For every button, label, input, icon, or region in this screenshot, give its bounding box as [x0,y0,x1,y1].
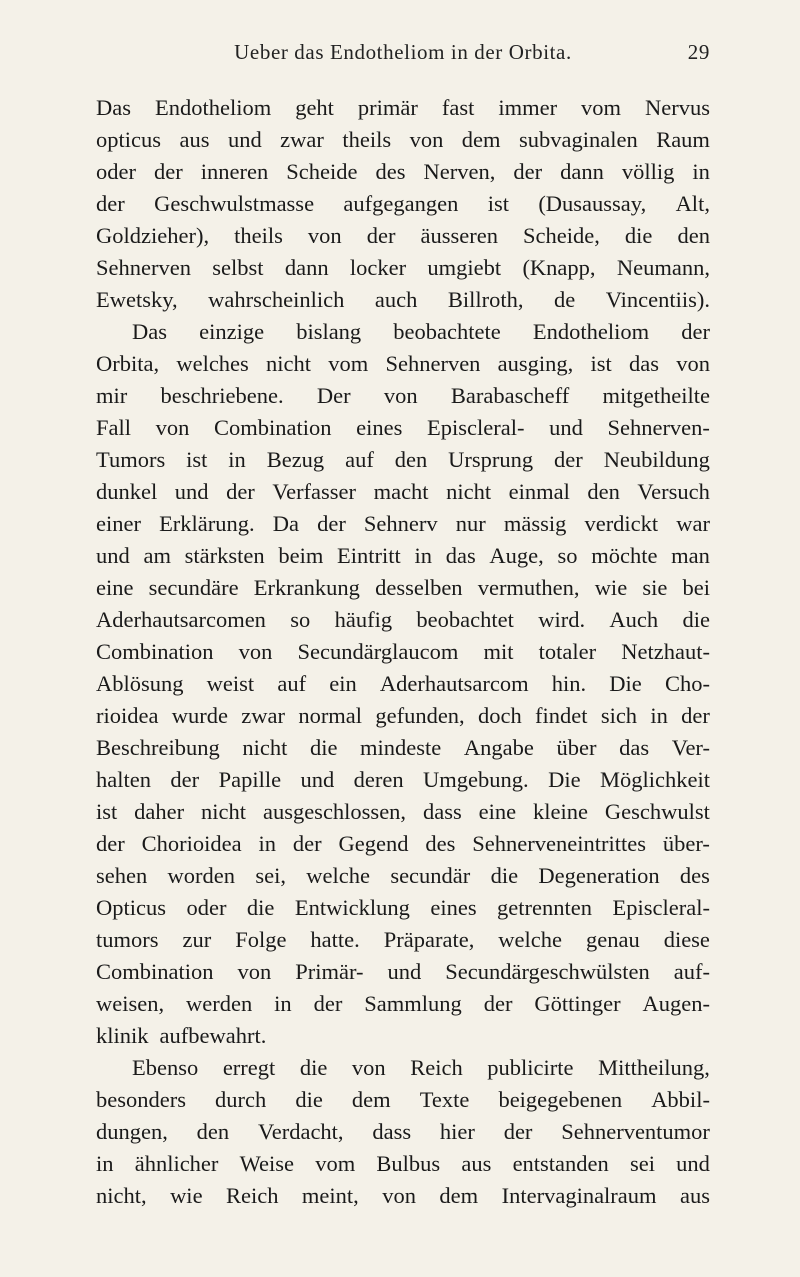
text-line: Aderhautsarcomen so häufig beobachtet wird. Auch die [96,607,710,632]
text-line: rioidea wurde zwar normal gefunden, doch findet sich in der [96,703,710,728]
text-line: weisen, werden in der Sammlung der Göttinger Augen- [96,991,710,1016]
text-line: halten der Papille und deren Umgebung. Die Möglichkeit [96,767,710,792]
text-line: der Chorioidea in der Gegend des Sehnerveneintrittes über- [96,831,710,856]
page-number: 29 [687,40,710,64]
text-line: Orbita, welches nicht vom Sehnerven ausging, ist das von [96,351,710,376]
text-line: Combination von Secundärglaucom mit totaler Netzhaut- [96,639,710,664]
text-line: mir beschriebene. Der von Barabascheff mitgetheilte [96,383,710,408]
text-line: nicht, wie Reich meint, von dem Intervaginalraum aus [96,1183,710,1208]
text-line: Opticus oder die Entwicklung eines getrennten Episcleral- [96,895,710,920]
text-line: eine secundäre Erkrankung desselben vermuthen, wie sie bei [96,575,710,600]
text-line: tumors zur Folge hatte. Präparate, welche genau diese [96,927,710,952]
text-line: ist daher nicht ausgeschlossen, dass eine kleine Geschwulst [96,799,710,824]
text-line: Sehnerven selbst dann locker umgiebt (Knapp, Neumann, [96,255,710,280]
text-line: einer Erklärung. Da der Sehnerv nur mässig verdickt war [96,511,710,536]
text-line: Combination von Primär- und Secundärgeschwülsten auf- [96,959,710,984]
text-line: Ebenso erregt die von Reich publicirte Mittheilung, [132,1055,710,1080]
text-line: oder der inneren Scheide des Nerven, der dann völlig in [96,159,710,184]
text-line: dunkel und der Verfasser macht nicht einmal den Versuch [96,479,710,504]
text-line: und am stärksten beim Eintritt in das Auge, so möchte man [96,543,710,568]
text-line: Das einzige bislang beobachtete Endotheliom der [132,319,710,344]
text-line: Beschreibung nicht die mindeste Angabe über das Ver- [96,735,710,760]
text-line: besonders durch die dem Texte beigegebenen Abbil- [96,1087,710,1112]
text-line: klinik aufbewahrt. [96,1023,267,1048]
text-line: Goldzieher), theils von der äusseren Scheide, die den [96,223,710,248]
running-title: Ueber das Endotheliom in der Orbita. [234,40,572,64]
text-line: Fall von Combination eines Episcleral- und Sehnerven- [96,415,710,440]
text-line: Das Endotheliom geht primär fast immer vom Nervus [96,95,710,120]
text-line: dungen, den Verdacht, dass hier der Sehnerventumor [96,1119,710,1144]
text-line: opticus aus und zwar theils von dem subvaginalen Raum [96,127,710,152]
text-line: sehen worden sei, welche secundär die Degeneration des [96,863,710,888]
text-line: Ablösung weist auf ein Aderhautsarcom hin. Die Cho- [96,671,710,696]
text-line: Tumors ist in Bezug auf den Ursprung der Neubildung [96,447,710,472]
running-head [96,40,710,80]
text-line: Ewetsky, wahrscheinlich auch Billroth, de Vincentiis). [96,287,710,312]
text-line: der Geschwulstmasse aufgegangen ist (Dusaussay, Alt, [96,191,710,216]
text-line: in ähnlicher Weise vom Bulbus aus entstanden sei und [96,1151,710,1176]
body-text [96,92,710,1212]
